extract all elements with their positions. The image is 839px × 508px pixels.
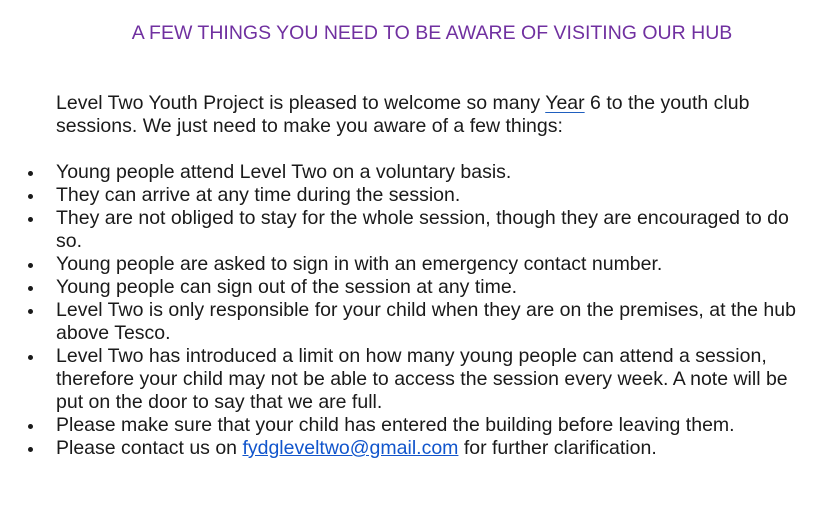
bullet-icon — [28, 263, 33, 268]
list-item-text: Young people can sign out of the session at any time. — [56, 276, 518, 298]
bullet-icon — [28, 355, 33, 360]
list-item — [0, 184, 839, 207]
bullet-icon — [28, 171, 33, 176]
bullet-icon — [28, 217, 33, 222]
list-item — [0, 414, 839, 437]
contact-text-end: for further clarification. — [458, 437, 657, 459]
list-item-text: Young people are asked to sign in with an emergency contact number. — [56, 253, 663, 275]
list-item-text: They can arrive at any time during the session. — [56, 184, 461, 206]
intro-paragraph — [56, 92, 816, 138]
contact-list-item — [0, 437, 839, 460]
list-item-text: Level Two has introduced a limit on how many young people can attend a session, therefore your child may not be able to access the session every week. A note will be put on the door to say that we are full. — [56, 345, 788, 413]
contact-text-start: Please contact us on — [56, 437, 243, 459]
intro-text-end: 6 to the youth club sessions. We just need to make you aware of a few things: — [56, 92, 750, 137]
list-item-text: They are not obliged to stay for the whole session, though they are encouraged to do so. — [56, 207, 789, 252]
list-item — [0, 345, 839, 414]
intro-text-start: Level Two Youth Project is pleased to welcome so many — [56, 92, 546, 114]
bullet-icon — [28, 447, 33, 452]
info-bullet-list — [0, 161, 839, 460]
email-link[interactable]: fydgleveltwo@gmail.com — [242, 437, 459, 459]
list-item — [0, 207, 839, 253]
list-item-text: Level Two is only responsible for your child when they are on the premises, at the hub above Tesco. — [56, 299, 796, 344]
list-item-text: Young people attend Level Two on a voluntary basis. — [56, 161, 512, 183]
bullet-icon — [28, 194, 33, 199]
list-item — [0, 161, 839, 184]
intro-year-word: Year — [545, 92, 585, 114]
contact-text — [56, 437, 815, 460]
list-item — [0, 276, 839, 299]
page-title: A FEW THINGS YOU NEED TO BE AWARE OF VISITING OUR HUB — [131, 22, 733, 44]
bullet-icon — [28, 309, 33, 314]
bullet-icon — [28, 424, 33, 429]
list-item — [0, 253, 839, 276]
list-item-text: Please make sure that your child has entered the building before leaving them. — [56, 414, 735, 436]
list-item — [0, 299, 839, 345]
bullet-icon — [28, 286, 33, 291]
